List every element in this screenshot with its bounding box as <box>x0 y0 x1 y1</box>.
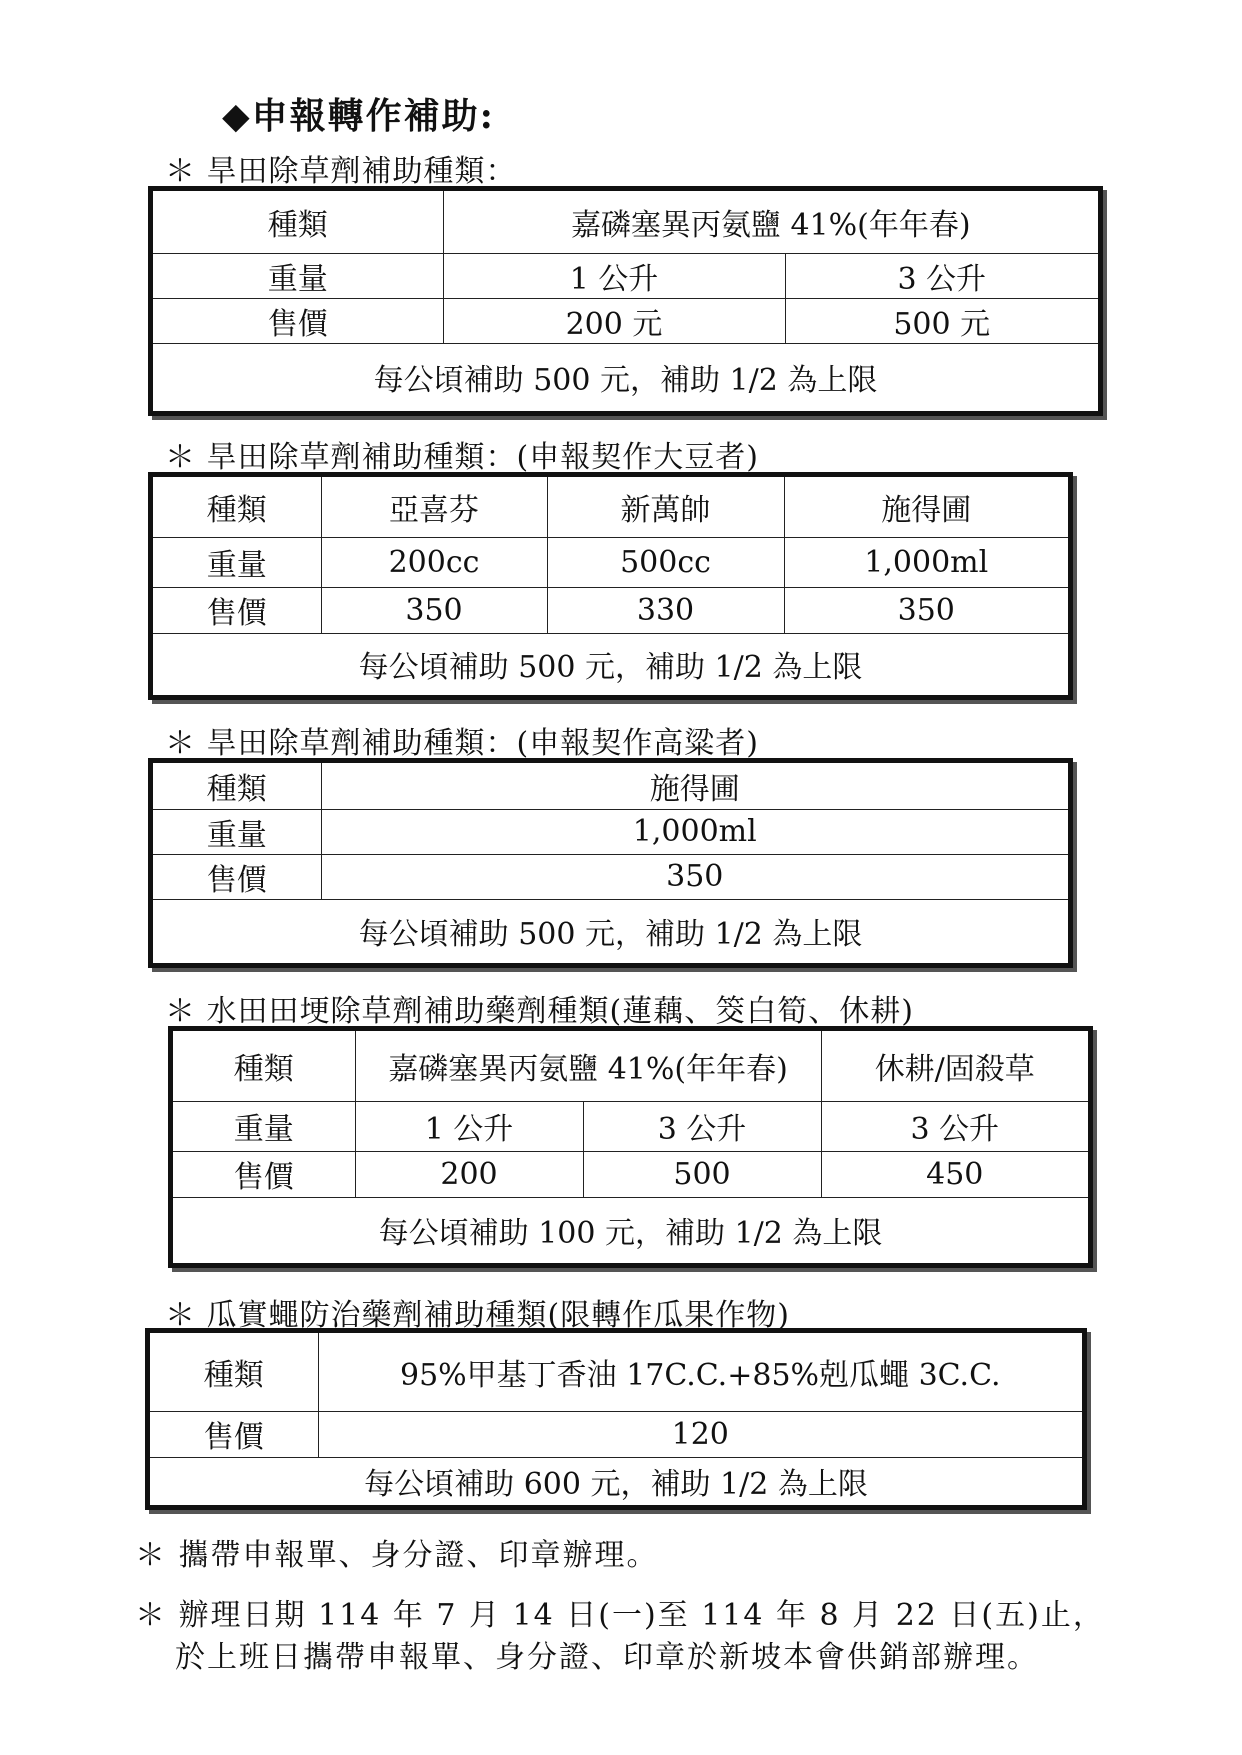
section-2-table <box>148 472 1073 700</box>
page-title: ◆申報轉作補助: <box>222 95 495 137</box>
cell-price: 500 元 <box>785 298 1098 343</box>
cell-product: 亞喜芬 <box>321 477 547 537</box>
cell-weight: 3 公升 <box>821 1101 1088 1151</box>
cell-price: 330 <box>547 587 784 633</box>
section-4-table <box>168 1026 1093 1268</box>
cell-price-label: 售價 <box>153 587 321 633</box>
cell-product: 休耕/固殺草 <box>821 1031 1088 1101</box>
cell-price: 350 <box>784 587 1068 633</box>
cell-weight: 500cc <box>547 537 784 587</box>
cell-product: 施得圃 <box>321 763 1068 809</box>
cell-price-label: 售價 <box>153 298 443 343</box>
cell-subsidy-footer: 每公頃補助 500 元，補助 1/2 為上限 <box>153 633 1068 695</box>
cell-product: 95%甲基丁香油 17C.C.+85%剋瓜蠅 3C.C. <box>318 1333 1082 1411</box>
cell-type-label: 種類 <box>153 477 321 537</box>
cell-weight: 1,000ml <box>321 809 1068 854</box>
cell-weight: 3 公升 <box>583 1101 821 1151</box>
cell-type-label: 種類 <box>150 1333 318 1411</box>
section-5-table <box>145 1328 1087 1510</box>
note-bring-documents: ＊ 攜帶申報單、身分證、印章辦理。 <box>135 1538 659 1573</box>
note-dates: ＊ 辦理日期 114 年 7 月 14 日(一)至 114 年 8 月 22 日(五)止， <box>135 1598 1105 1633</box>
cell-type-label: 種類 <box>153 191 443 253</box>
section-2-heading: ＊ 旱田除草劑補助種類：(申報契作大豆者) <box>165 440 759 475</box>
cell-weight: 200cc <box>321 537 547 587</box>
cell-price-label: 售價 <box>153 854 321 899</box>
cell-price: 350 <box>321 587 547 633</box>
cell-weight-label: 重量 <box>153 809 321 854</box>
cell-price: 350 <box>321 854 1068 899</box>
cell-product: 嘉磷塞異丙氨鹽 41%(年年春) <box>443 191 1098 253</box>
cell-weight-label: 重量 <box>173 1101 355 1151</box>
section-1-heading: ＊ 旱田除草劑補助種類： <box>165 154 517 189</box>
note-location: 於上班日攜帶申報單、身分證、印章於新坡本會供銷部辦理。 <box>175 1640 1039 1675</box>
cell-weight-label: 重量 <box>153 253 443 298</box>
section-1-table <box>148 186 1103 416</box>
cell-weight: 1 公升 <box>443 253 785 298</box>
cell-subsidy-footer: 每公頃補助 100 元，補助 1/2 為上限 <box>173 1197 1088 1263</box>
cell-price-label: 售價 <box>150 1411 318 1457</box>
section-4-heading: ＊ 水田田埂除草劑補助藥劑種類(蓮藕、筊白筍、休耕) <box>165 994 914 1029</box>
section-5-heading: ＊ 瓜實蠅防治藥劑補助種類(限轉作瓜果作物) <box>165 1298 790 1333</box>
cell-product: 嘉磷塞異丙氨鹽 41%(年年春) <box>355 1031 821 1101</box>
cell-price: 200 <box>355 1151 583 1197</box>
cell-price: 500 <box>583 1151 821 1197</box>
cell-weight: 3 公升 <box>785 253 1098 298</box>
cell-subsidy-footer: 每公頃補助 500 元，補助 1/2 為上限 <box>153 899 1068 963</box>
cell-subsidy-footer: 每公頃補助 600 元，補助 1/2 為上限 <box>150 1457 1082 1505</box>
section-3-heading: ＊ 旱田除草劑補助種類：(申報契作高粱者) <box>165 726 759 761</box>
cell-price-label: 售價 <box>173 1151 355 1197</box>
cell-weight: 1,000ml <box>784 537 1068 587</box>
cell-subsidy-footer: 每公頃補助 500 元，補助 1/2 為上限 <box>153 343 1098 411</box>
cell-product: 施得圃 <box>784 477 1068 537</box>
cell-weight-label: 重量 <box>153 537 321 587</box>
cell-type-label: 種類 <box>153 763 321 809</box>
cell-type-label: 種類 <box>173 1031 355 1101</box>
cell-product: 新萬帥 <box>547 477 784 537</box>
cell-weight: 1 公升 <box>355 1101 583 1151</box>
cell-price: 120 <box>318 1411 1082 1457</box>
cell-price: 200 元 <box>443 298 785 343</box>
cell-price: 450 <box>821 1151 1088 1197</box>
section-3-table <box>148 758 1073 968</box>
